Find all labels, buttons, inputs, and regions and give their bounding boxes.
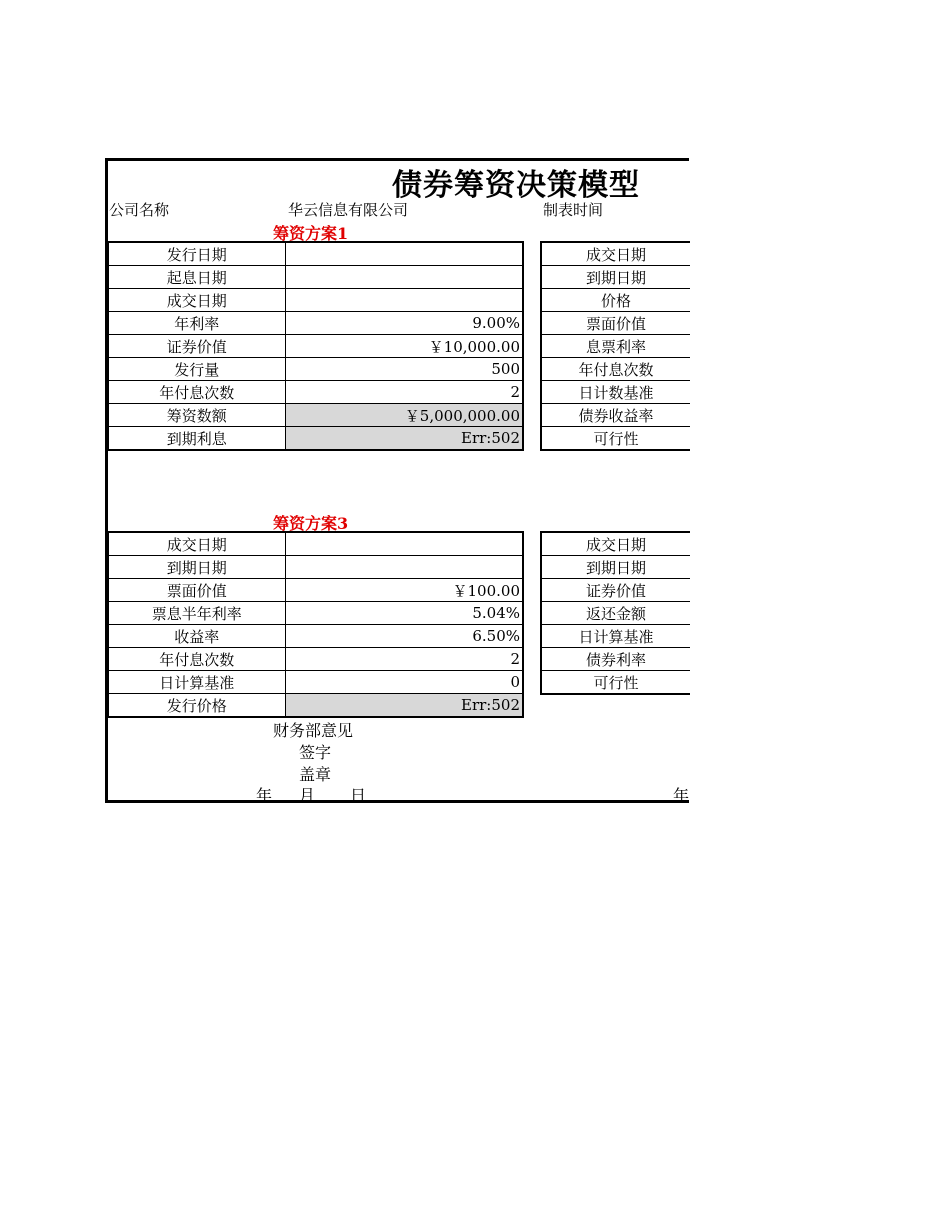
plan3-row-label: 票面价值 [108, 579, 285, 602]
plan1-row [108, 427, 523, 451]
plan1-row-label: 发行量 [108, 358, 285, 381]
plan4-row-label: 返还金额 [541, 602, 690, 625]
plan2-row-label: 可行性 [541, 427, 690, 451]
plan1-row [108, 312, 523, 335]
plan2-row-label: 年付息次数 [541, 358, 690, 381]
plan1-row-label: 年利率 [108, 312, 285, 335]
plan2-row-label: 日计数基准 [541, 381, 690, 404]
plan3-row [108, 625, 523, 648]
plan3-row-value-cell[interactable]: Err:502 [285, 694, 523, 718]
plan1-table [107, 241, 524, 451]
plan3-row-label: 票息半年利率 [108, 602, 285, 625]
plan3-row-value-cell[interactable] [285, 556, 523, 579]
plan3-row [108, 694, 523, 718]
plan2-row-label: 价格 [541, 289, 690, 312]
company-name[interactable]: 华云信息有限公司 [288, 201, 409, 219]
month-label: 月 [299, 786, 316, 805]
plan1-row [108, 242, 523, 266]
plan1-row-value-cell[interactable]: 9.00% [285, 312, 523, 335]
plan1-row-value-cell[interactable]: 500 [285, 358, 523, 381]
plan3-row-label: 年付息次数 [108, 648, 285, 671]
plan1-row [108, 335, 523, 358]
year-label-right: 年 [673, 786, 690, 805]
plan1-row-label: 年付息次数 [108, 381, 285, 404]
plan3-table [107, 531, 524, 718]
plan3-row [108, 579, 523, 602]
plan4-row-label: 债券利率 [541, 648, 690, 671]
sheet-title: 债券筹资决策模型 [392, 168, 640, 203]
plan4-row-label: 证券价值 [541, 579, 690, 602]
plan3-row-label: 发行价格 [108, 694, 285, 718]
plan1-row [108, 289, 523, 312]
plan2-row-label: 债券收益率 [541, 404, 690, 427]
plan3-row-label: 成交日期 [108, 532, 285, 556]
plan1-row [108, 404, 523, 427]
plan1-row-label: 到期利息 [108, 427, 285, 451]
plan4-table [540, 531, 690, 695]
signature-label: 签字 [299, 743, 332, 762]
plan1-row-value-cell[interactable] [285, 242, 523, 266]
seal-label: 盖章 [299, 765, 332, 784]
plan1-row-label: 成交日期 [108, 289, 285, 312]
plan2-row [541, 335, 690, 358]
plan1-row-label: 起息日期 [108, 266, 285, 289]
plan4-row [541, 602, 690, 625]
plan3-row-value-cell[interactable]: 2 [285, 648, 523, 671]
year-label: 年 [256, 786, 273, 805]
plan1-row-value-cell[interactable] [285, 289, 523, 312]
plan3-row [108, 648, 523, 671]
plan4-row [541, 556, 690, 579]
plan3-row-value-cell[interactable]: 0 [285, 671, 523, 694]
plan1-row [108, 358, 523, 381]
plan3-row-value-cell[interactable]: ￥100.00 [285, 579, 523, 602]
plan1-row-value-cell[interactable]: Err:502 [285, 427, 523, 451]
plan2-row [541, 404, 690, 427]
company-label: 公司名称 [109, 201, 170, 219]
date-label: 制表时间 [543, 201, 604, 219]
plan3-row-value-cell[interactable]: 6.50% [285, 625, 523, 648]
plan2-row [541, 381, 690, 404]
plan2-row-label: 成交日期 [541, 242, 690, 266]
plan1-row-value-cell[interactable]: 2 [285, 381, 523, 404]
plan4-row [541, 579, 690, 602]
frame-bottom-border [105, 800, 689, 803]
plan4-row-label: 到期日期 [541, 556, 690, 579]
plan3-row-value-cell[interactable] [285, 532, 523, 556]
plan3-row [108, 671, 523, 694]
plan4-row-label: 可行性 [541, 671, 690, 695]
plan2-table [540, 241, 690, 451]
plan2-row [541, 289, 690, 312]
plan4-row-label: 成交日期 [541, 532, 690, 556]
plan1-row [108, 381, 523, 404]
plan2-row-label: 票面价值 [541, 312, 690, 335]
plan3-heading: 筹资方案3 [273, 514, 349, 533]
plan3-row-label: 日计算基准 [108, 671, 285, 694]
plan4-row [541, 532, 690, 556]
plan2-row [541, 358, 690, 381]
plan2-row [541, 266, 690, 289]
plan1-row-value-cell[interactable]: ￥10,000.00 [285, 335, 523, 358]
day-label: 日 [350, 786, 367, 805]
finance-opinion-label: 财务部意见 [273, 721, 354, 740]
plan2-row [541, 242, 690, 266]
plan1-row-value-cell[interactable]: ￥5,000,000.00 [285, 404, 523, 427]
plan4-row-label: 日计算基准 [541, 625, 690, 648]
plan1-row-value-cell[interactable] [285, 266, 523, 289]
plan2-row [541, 312, 690, 335]
plan3-row [108, 556, 523, 579]
plan1-row-label: 筹资数额 [108, 404, 285, 427]
plan3-row [108, 532, 523, 556]
plan1-heading: 筹资方案1 [273, 224, 349, 243]
plan1-row-label: 证券价值 [108, 335, 285, 358]
plan4-row [541, 648, 690, 671]
plan1-row [108, 266, 523, 289]
plan3-row-value-cell[interactable]: 5.04% [285, 602, 523, 625]
plan3-row [108, 602, 523, 625]
plan2-row-label: 息票利率 [541, 335, 690, 358]
plan1-row-label: 发行日期 [108, 242, 285, 266]
plan4-row [541, 625, 690, 648]
plan2-row-label: 到期日期 [541, 266, 690, 289]
plan2-row [541, 427, 690, 451]
plan4-row [541, 671, 690, 695]
plan3-row-label: 到期日期 [108, 556, 285, 579]
plan3-row-label: 收益率 [108, 625, 285, 648]
